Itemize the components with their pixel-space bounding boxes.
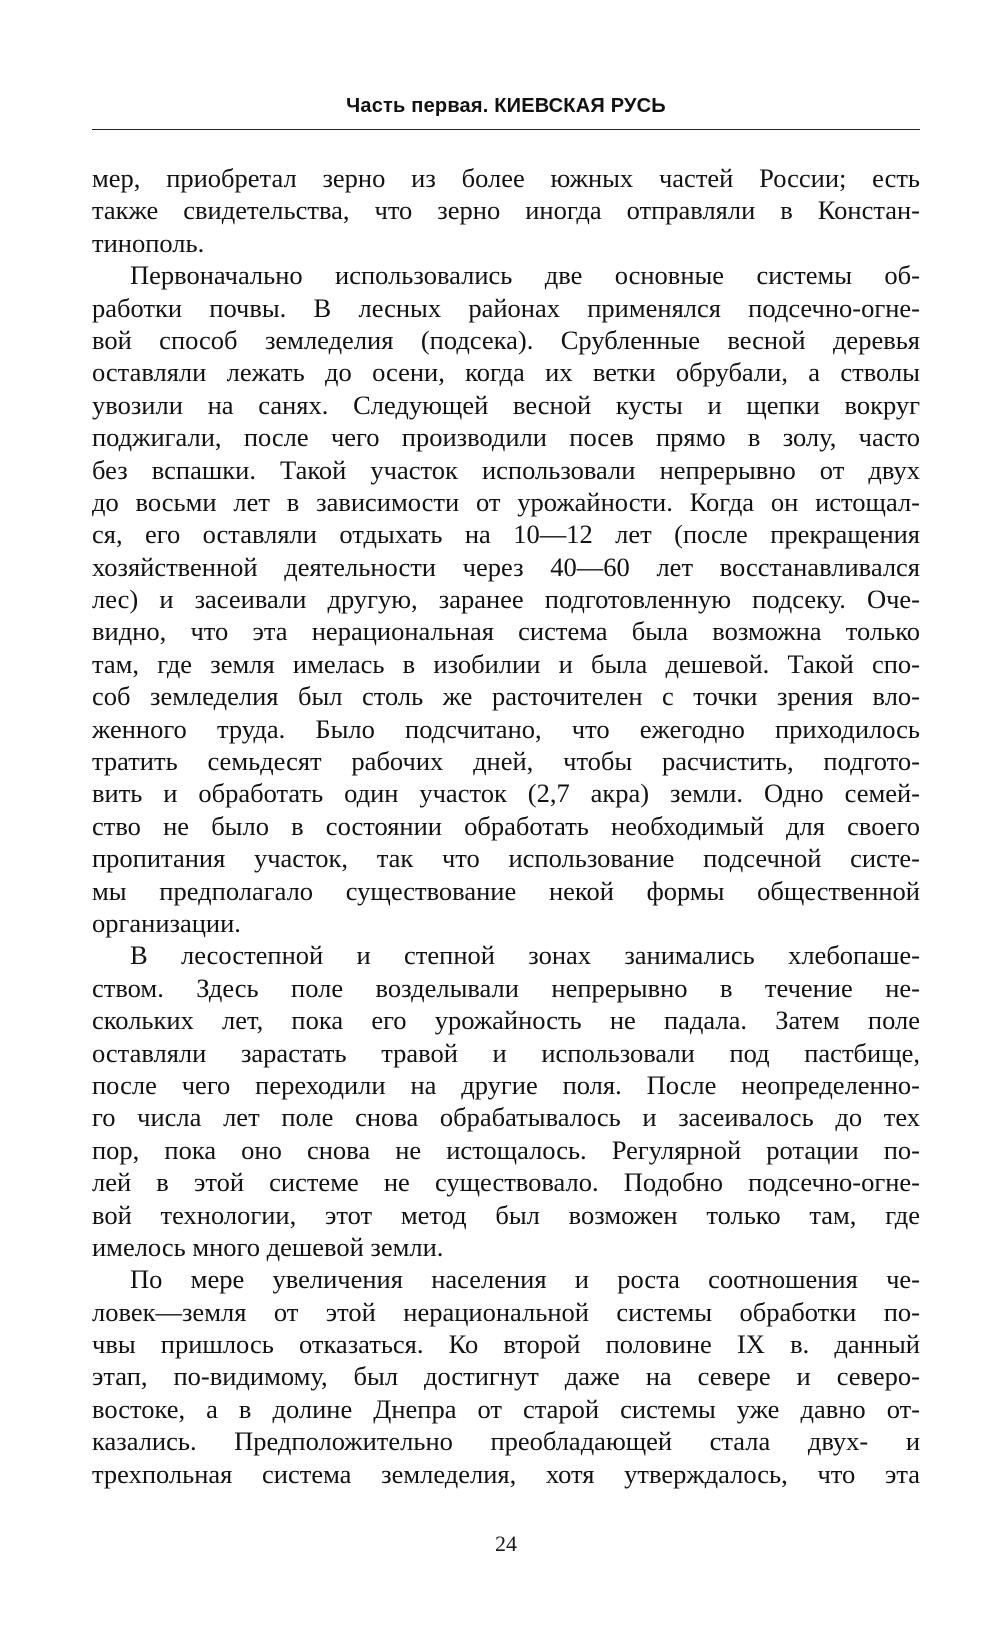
text-line: Первоначально использовались две основные системы об- [130,260,920,291]
text-line: оставляли зарастать травой и использовали под пастбище, [92,1037,920,1068]
text-line: ством. Здесь поле возделывали непрерывно в течение не- [92,972,920,1003]
text-line: ловек—земля от этой нерациональной системы обработки по- [92,1296,920,1327]
text-line: вить и обработать один участок (2,7 акра) земли. Одно семей- [92,778,920,809]
text-line: соб земледелия был столь же расточителен с точки зрения вло- [92,681,920,712]
text-line: имелось много дешевой земли. [92,1231,444,1262]
text-line: также свидетельства, что зерно иногда отправляли в Констан- [92,195,920,226]
paragraph [92,939,920,1263]
text-line: женного труда. Было подсчитано, что ежегодно приходилось [92,713,920,744]
text-line: тинополь. [92,227,205,258]
text-line: вой технологии, этот метод был возможен только там, где [92,1199,920,1230]
running-head-title: Часть первая. КИЕВСКАЯ РУСЬ [346,95,666,117]
text-line: ство не было в состоянии обработать необходимый для своего [92,810,920,841]
text-line: мер, приобретал зерно из более южных частей России; есть [92,163,920,193]
text-line: без вспашки. Такой участок использовали непрерывно от двух [92,454,920,485]
text-line: пор, пока оно снова не истощалось. Регулярной ротации по- [92,1134,920,1165]
text-line: после чего переходили на другие поля. После неопределенно- [92,1069,920,1100]
text-line: лес) и засеивали другую, заранее подготовленную подсеку. Оче- [92,584,920,615]
text-line: видно, что эта нерациональная система была возможна только [92,616,920,647]
text-line: По мере увеличения населения и роста соотношения че- [130,1264,920,1295]
text-line: этап, по-видимому, был достигнут даже на севере и северо- [92,1361,920,1392]
text-line: работки почвы. В лесных районах применялся подсечно-огне- [92,292,920,323]
text-line: тратить семьдесят рабочих дней, чтобы расчистить, подгото- [92,746,920,777]
text-line: казались. Предположительно преобладающей стала двух- и [92,1426,920,1457]
page-number: 24 [495,1531,517,1556]
text-line: скольких лет, пока его урожайность не падала. Затем поле [92,1005,920,1036]
text-line: востоке, а в долине Днепра от старой системы уже давно от- [92,1393,920,1424]
text-line: трехпольная система земледелия, хотя утверждалось, что эта [92,1458,920,1489]
paragraph [92,1263,920,1490]
text-line: хозяйственной деятельности через 40—60 лет восстанавливался [92,551,920,582]
paragraph [92,162,920,259]
text-line: го числа лет поле снова обрабатывалось и засеивалось до тех [92,1102,920,1133]
body-text [92,162,920,1490]
header-rule [92,129,920,130]
text-line: вой способ земледелия (подсека). Срубленные весной деревья [92,324,920,355]
text-line: пропитания участок, так что использование подсечной систе- [92,843,920,874]
text-line: там, где земля имелась в изобилии и была дешевой. Такой спо- [92,648,920,679]
text-line: до восьми лет в зависимости от урожайности. Когда он истощал- [92,486,920,517]
text-line: мы предполагало существование некой формы общественной [92,875,920,906]
text-line: организации. [92,907,241,938]
text-line: ся, его оставляли отдыхать на 10—12 лет (после прекращения [92,519,920,550]
text-line: чвы пришлось отказаться. Ко второй половине IX в. данный [92,1329,920,1360]
text-line: поджигали, после чего производили посев прямо в золу, часто [92,422,920,453]
text-line: оставляли лежать до осени, когда их ветки обрубали, а стволы [92,357,920,388]
text-line: лей в этой системе не существовало. Подобно подсечно-огне- [92,1167,920,1198]
text-line: В лесостепной и степной зонах занимались хлебопаше- [130,940,920,971]
paragraph [92,259,920,939]
text-line: увозили на санях. Следующей весной кусты и щепки вокруг [92,389,920,420]
